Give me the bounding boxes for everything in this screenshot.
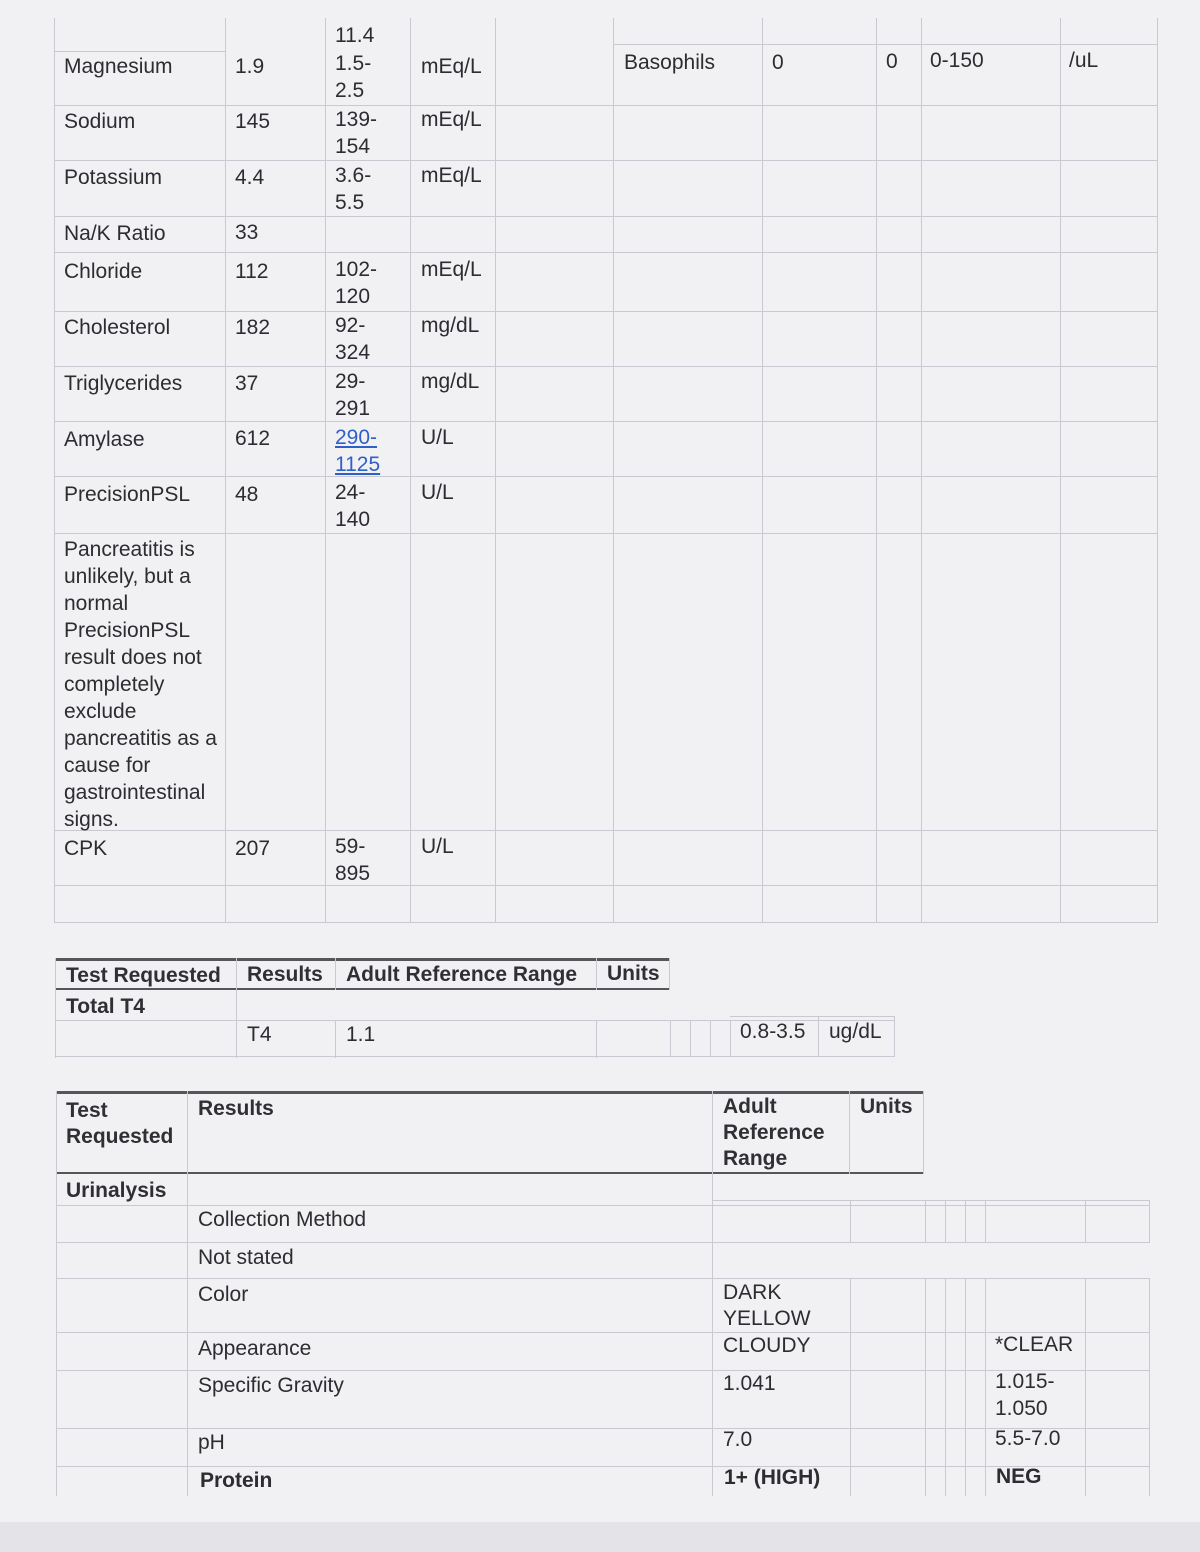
ua-name: Color bbox=[198, 1283, 249, 1306]
test-range-low: 139- bbox=[335, 108, 378, 131]
header-units: Units bbox=[607, 962, 660, 985]
test-range-low: 92- bbox=[335, 314, 366, 337]
test-range-high: 324 bbox=[335, 341, 371, 364]
ua-value: 1.041 bbox=[723, 1372, 776, 1395]
ua-name: Not stated bbox=[198, 1246, 294, 1269]
test-range-high: 291 bbox=[335, 397, 371, 420]
test-result: 112 bbox=[235, 260, 269, 283]
test-name: Na/K Ratio bbox=[64, 222, 166, 245]
test-range-low: 102- bbox=[335, 258, 378, 281]
header-results: Results bbox=[247, 963, 323, 986]
test-name: Sodium bbox=[64, 110, 136, 133]
cbc-result: 0 bbox=[772, 51, 784, 74]
ua-name: Specific Gravity bbox=[198, 1374, 344, 1397]
test-name: PrecisionPSL bbox=[64, 483, 191, 506]
test-units: mEq/L bbox=[421, 164, 482, 187]
test-units: mEq/L bbox=[421, 258, 482, 281]
ua-name: Appearance bbox=[198, 1337, 312, 1360]
interpretation-note: Pancreatitis is unlikely, but a normal PrecisionPSL result does not completely exclude pancreatitis as a cause for gastrointestinal signs. bbox=[64, 538, 217, 831]
test-name: Chloride bbox=[64, 260, 143, 283]
test-result: 33 bbox=[235, 221, 259, 244]
test-result: 37 bbox=[235, 372, 259, 395]
group-label: Total T4 bbox=[66, 995, 145, 1018]
range-tail: 11.4 bbox=[335, 24, 375, 47]
header-range-line2: Reference bbox=[723, 1121, 825, 1144]
test-result: 612 bbox=[235, 427, 271, 450]
test-units: U/L bbox=[421, 481, 454, 504]
ua-name: pH bbox=[198, 1431, 225, 1454]
test-range: 0.8-3.5 bbox=[740, 1020, 806, 1043]
ua-reference-low: 1.015- bbox=[995, 1370, 1055, 1393]
header-requested: Requested bbox=[66, 1125, 174, 1148]
ua-name-protein: Protein bbox=[200, 1469, 273, 1492]
ua-value-protein: 1+ (HIGH) bbox=[724, 1466, 821, 1489]
cbc-name: Basophils bbox=[624, 51, 716, 74]
test-range-high: 2.5 bbox=[335, 79, 365, 102]
ua-reference-protein: NEG bbox=[996, 1465, 1042, 1488]
header-reference-range: Adult Reference Range bbox=[346, 963, 578, 986]
ua-value: CLOUDY bbox=[723, 1334, 811, 1357]
header-units: Units bbox=[860, 1095, 913, 1118]
test-range-low-link[interactable]: 290- bbox=[335, 426, 378, 449]
test-result: 4.4 bbox=[235, 166, 265, 189]
test-name: T4 bbox=[247, 1023, 272, 1046]
test-name: Magnesium bbox=[64, 55, 173, 78]
test-name: Triglycerides bbox=[64, 372, 183, 395]
test-result: 207 bbox=[235, 837, 271, 860]
ua-value-line1: DARK bbox=[723, 1281, 782, 1304]
test-result: 145 bbox=[235, 110, 271, 133]
test-result: 48 bbox=[235, 483, 259, 506]
test-range-low: 1.5- bbox=[335, 52, 372, 75]
test-units: mg/dL bbox=[421, 370, 480, 393]
header-range-line1: Adult bbox=[723, 1095, 777, 1118]
test-range-high: 5.5 bbox=[335, 191, 365, 214]
test-range-high: 154 bbox=[335, 135, 371, 158]
test-range-high: 120 bbox=[335, 285, 371, 308]
cbc-absolute: 0 bbox=[886, 50, 898, 73]
header-test-requested: Test Requested bbox=[66, 964, 221, 987]
test-range-low: 3.6- bbox=[335, 164, 372, 187]
test-range-high: 895 bbox=[335, 862, 371, 885]
test-units: ug/dL bbox=[829, 1020, 882, 1043]
cbc-units: /uL bbox=[1069, 49, 1099, 72]
ua-reference: 5.5-7.0 bbox=[995, 1427, 1061, 1450]
test-units: mEq/L bbox=[421, 108, 482, 131]
cbc-range: 0-150 bbox=[930, 49, 984, 72]
group-label: Urinalysis bbox=[66, 1179, 167, 1202]
test-range-low: 59- bbox=[335, 835, 366, 858]
ua-reference: *CLEAR bbox=[995, 1333, 1074, 1356]
scan-margin bbox=[0, 1522, 1200, 1552]
header-test: Test bbox=[66, 1099, 108, 1122]
header-range-line3: Range bbox=[723, 1147, 788, 1170]
ua-value-line2: YELLOW bbox=[723, 1307, 811, 1330]
test-name: Potassium bbox=[64, 166, 163, 189]
test-name: CPK bbox=[64, 837, 108, 860]
test-result: 1.9 bbox=[235, 55, 265, 78]
test-result: 182 bbox=[235, 316, 271, 339]
test-range-high-link[interactable]: 1125 bbox=[335, 453, 381, 476]
test-result: 1.1 bbox=[346, 1023, 376, 1046]
test-units: mg/dL bbox=[421, 314, 480, 337]
test-units: U/L bbox=[421, 426, 454, 449]
test-name: Amylase bbox=[64, 428, 145, 451]
ua-value: 7.0 bbox=[723, 1428, 753, 1451]
test-name: Cholesterol bbox=[64, 316, 171, 339]
header-results: Results bbox=[198, 1097, 274, 1120]
test-range-high: 140 bbox=[335, 508, 371, 531]
ua-name: Collection Method bbox=[198, 1208, 367, 1231]
test-units: U/L bbox=[421, 835, 454, 858]
test-range-low: 29- bbox=[335, 370, 366, 393]
test-range-low: 24- bbox=[335, 481, 366, 504]
test-units: mEq/L bbox=[421, 55, 482, 78]
ua-reference-high: 1.050 bbox=[995, 1397, 1048, 1420]
